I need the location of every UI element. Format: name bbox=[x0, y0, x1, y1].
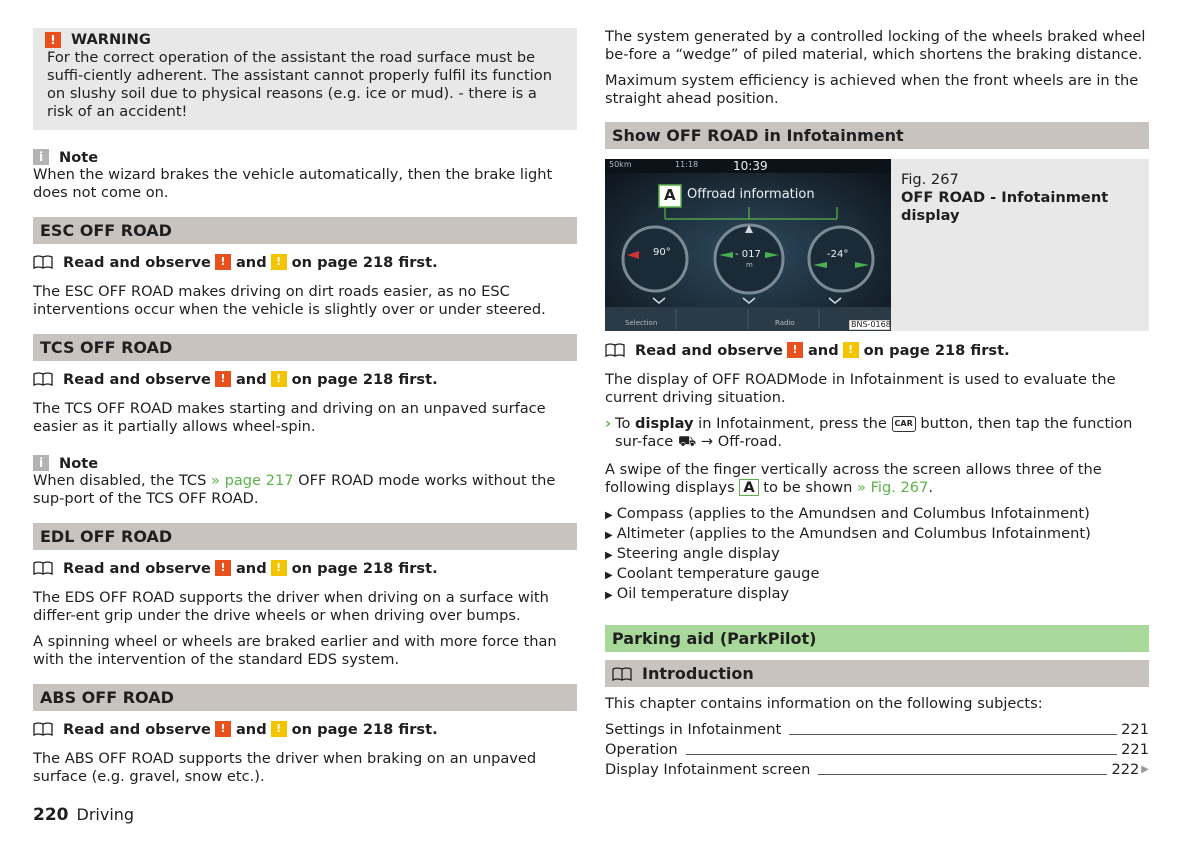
section-heading-abs: ABS OFF ROAD bbox=[33, 684, 577, 711]
gauge-value-2: - 017 bbox=[735, 249, 761, 260]
warning-title: WARNING bbox=[71, 31, 151, 48]
warning-icon: ! bbox=[215, 721, 231, 737]
step-text-bold: display bbox=[635, 415, 694, 432]
edl-text-2: A spinning wheel or wheels are braked earlier and with more force than with the intervention of the standard EDS system. bbox=[33, 633, 557, 668]
caution-icon: ! bbox=[271, 721, 287, 737]
screen-button-radio: Radio bbox=[775, 319, 795, 327]
read-observe-line bbox=[33, 253, 577, 271]
list-item: ▶ Steering angle display bbox=[605, 545, 780, 562]
edl-text-1: The EDS OFF ROAD supports the driver when driving on a surface with differ-ent grip under the drive wheels or when driving over bumps. bbox=[33, 589, 549, 624]
list-item-text: Compass (applies to the Amundsen and Columbus Infotainment) bbox=[616, 505, 1090, 522]
book-icon bbox=[33, 561, 53, 575]
introduction-title: Introduction bbox=[642, 664, 754, 683]
and-text: and bbox=[235, 253, 267, 271]
warning-icon: ! bbox=[215, 254, 231, 270]
book-icon bbox=[33, 372, 53, 386]
book-icon bbox=[612, 667, 632, 681]
chapter-name: Driving bbox=[76, 805, 135, 824]
intro-text-2: Maximum system efficiency is achieved when the front wheels are in the straight ahead position. bbox=[605, 72, 1139, 107]
screen-letter: A bbox=[664, 186, 676, 204]
toc-label: Display Infotainment screen bbox=[605, 761, 811, 778]
screen-button-selection: Selection bbox=[625, 319, 658, 327]
book-icon bbox=[33, 722, 53, 736]
figure-267 bbox=[605, 159, 1149, 331]
read-observe-line bbox=[33, 559, 577, 577]
warning-icon: ! bbox=[787, 342, 803, 358]
left-column bbox=[33, 28, 577, 786]
toc-page: 221 bbox=[1121, 721, 1149, 738]
and-text: and bbox=[235, 370, 267, 388]
caution-icon: ! bbox=[843, 342, 859, 358]
status-time: 11:18 bbox=[675, 160, 699, 169]
gauge-unit-2: m bbox=[746, 261, 753, 269]
info-icon: i bbox=[33, 455, 49, 471]
warning-text: For the correct operation of the assistant the road surface must be suffi-ciently adherent. The assistant cannot properly fulfil its function on slushy soil due to physical reasons (e.g. ice or mud). - there is a risk of an accident! bbox=[47, 49, 552, 120]
step-item bbox=[605, 415, 1149, 451]
list-item: ▶ Compass (applies to the Amundsen and Columbus Infotainment) bbox=[605, 505, 1090, 522]
toc-leader bbox=[789, 734, 1117, 735]
status-left: 50km bbox=[609, 160, 632, 169]
step-text-a: To bbox=[615, 415, 636, 432]
page-ref-text: on page 218 first. bbox=[291, 253, 438, 271]
display-text: The display of OFF ROADMode in Infotainment is used to evaluate the current driving situation. bbox=[605, 371, 1116, 406]
chapter-text: This chapter contains information on the following subjects: bbox=[605, 695, 1043, 712]
read-observe-text: Read and observe bbox=[63, 253, 211, 271]
list-item-text: Oil temperature display bbox=[616, 585, 790, 602]
read-observe-line bbox=[33, 370, 577, 388]
list-item-text: Steering angle display bbox=[616, 545, 780, 562]
note-title: Note bbox=[59, 148, 99, 166]
and-text: and bbox=[235, 720, 267, 738]
figure-code: BNS-0168 bbox=[851, 320, 891, 329]
read-observe-line bbox=[33, 720, 577, 738]
list-item: ▶ Altimeter (applies to the Amundsen and Columbus Infotainment) bbox=[605, 525, 1091, 542]
list-item: ▶ Coolant temperature gauge bbox=[605, 565, 820, 582]
page-number: 220 bbox=[33, 805, 69, 825]
toc-row[interactable] bbox=[605, 721, 1149, 739]
note-text: When the wizard brakes the vehicle automatically, then the brake light does not come on. bbox=[33, 166, 553, 201]
book-icon bbox=[33, 255, 53, 269]
note-text-b: OFF ROAD mode works without the sup-port of the TCS OFF ROAD. bbox=[33, 472, 556, 507]
warning-icon: ! bbox=[215, 371, 231, 387]
figure-link[interactable]: » Fig. 267 bbox=[857, 479, 929, 496]
and-text: and bbox=[807, 341, 839, 359]
gauge-value-1: 90° bbox=[653, 247, 671, 258]
swipe-text bbox=[605, 461, 1149, 497]
figure-title: OFF ROAD - Infotainment display bbox=[901, 189, 1109, 224]
infotainment-screenshot bbox=[605, 159, 891, 331]
offroad-car-icon: ⛟ bbox=[677, 433, 697, 450]
list-item-text: Altimeter (applies to the Amundsen and Columbus Infotainment) bbox=[616, 525, 1091, 542]
section-heading-show-offroad: Show OFF ROAD in Infotainment bbox=[605, 122, 1149, 149]
toc-leader bbox=[818, 774, 1107, 775]
gauge-value-3: -24° bbox=[827, 249, 849, 260]
continue-arrow-icon: ▶ bbox=[1141, 764, 1149, 775]
section-heading-parking: Parking aid (ParkPilot) bbox=[605, 625, 1149, 652]
caution-icon: ! bbox=[271, 560, 287, 576]
step-text bbox=[615, 415, 1149, 451]
warning-box bbox=[33, 28, 577, 130]
label-a-box: A bbox=[739, 479, 758, 496]
figure-caption bbox=[891, 159, 1149, 331]
section-heading-tcs: TCS OFF ROAD bbox=[33, 334, 577, 361]
read-observe-text: Read and observe bbox=[63, 720, 211, 738]
section-heading-introduction bbox=[605, 660, 1149, 687]
toc-label: Operation bbox=[605, 741, 678, 758]
info-icon: i bbox=[33, 149, 49, 165]
list-item: ▶ Oil temperature display bbox=[605, 585, 790, 602]
section-heading-esc: ESC OFF ROAD bbox=[33, 217, 577, 244]
swipe-text-a: A swipe of the finger vertically across the screen allows three of the following displays bbox=[605, 461, 1102, 496]
figure-number: Fig. 267 bbox=[901, 171, 959, 188]
toc-page: 222 bbox=[1111, 761, 1140, 778]
toc-leader bbox=[686, 754, 1118, 755]
screen-time: 10:39 bbox=[733, 159, 768, 173]
right-column bbox=[605, 28, 1149, 779]
warning-icon: ! bbox=[215, 560, 231, 576]
caution-icon: ! bbox=[271, 254, 287, 270]
warning-icon: ! bbox=[45, 32, 61, 48]
step-text-e: → Off-road. bbox=[696, 433, 783, 450]
toc-page: 221 bbox=[1121, 741, 1149, 758]
book-icon bbox=[605, 343, 625, 357]
swipe-text-b: to be shown bbox=[758, 479, 858, 496]
note-box bbox=[33, 148, 577, 202]
infotainment-drawing bbox=[605, 159, 891, 331]
page-ref-text: on page 218 first. bbox=[291, 720, 438, 738]
toc-row[interactable] bbox=[605, 761, 1149, 779]
section-heading-edl: EDL OFF ROAD bbox=[33, 523, 577, 550]
note-title: Note bbox=[59, 454, 99, 472]
toc-label: Settings in Infotainment bbox=[605, 721, 782, 738]
step-text-c: in Infotainment, press the bbox=[693, 415, 892, 432]
read-observe-line bbox=[605, 341, 1149, 359]
page-ref-text: on page 218 first. bbox=[291, 370, 438, 388]
step-arrow-icon: › bbox=[605, 415, 612, 432]
toc-row[interactable] bbox=[605, 741, 1149, 759]
page-ref-text: on page 218 first. bbox=[291, 559, 438, 577]
intro-text-1: The system generated by a controlled locking of the wheels braked wheel be-fore a “wedge” of piled material, which shortens the braking distance. bbox=[605, 28, 1146, 63]
and-text: and bbox=[235, 559, 267, 577]
screen-title: Offroad information bbox=[687, 187, 815, 202]
tcs-text: The TCS OFF ROAD makes starting and driving on an unpaved surface easier as it partially allows wheel-spin. bbox=[33, 400, 546, 435]
swipe-text-c: . bbox=[928, 479, 934, 496]
note-text-a: When disabled, the TCS bbox=[33, 472, 211, 489]
list-item-text: Coolant temperature gauge bbox=[616, 565, 820, 582]
page-link[interactable]: » page 217 bbox=[211, 472, 294, 489]
display-list bbox=[605, 505, 1149, 605]
note-text bbox=[33, 472, 577, 508]
car-button-icon: CAR bbox=[892, 416, 916, 432]
read-observe-text: Read and observe bbox=[635, 341, 783, 359]
caution-icon: ! bbox=[271, 371, 287, 387]
read-observe-text: Read and observe bbox=[63, 559, 211, 577]
abs-text: The ABS OFF ROAD supports the driver when braking on an unpaved surface (e.g. gravel, snow etc.). bbox=[33, 750, 537, 785]
read-observe-text: Read and observe bbox=[63, 370, 211, 388]
step-text-d: button, then tap the function sur-face bbox=[615, 415, 1133, 450]
note-box bbox=[33, 454, 577, 508]
esc-text: The ESC OFF ROAD makes driving on dirt roads easier, as no ESC interventions occur when the vehicle is slightly over or under steered. bbox=[33, 283, 546, 318]
page-footer bbox=[33, 805, 134, 825]
page-ref-text: on page 218 first. bbox=[863, 341, 1010, 359]
